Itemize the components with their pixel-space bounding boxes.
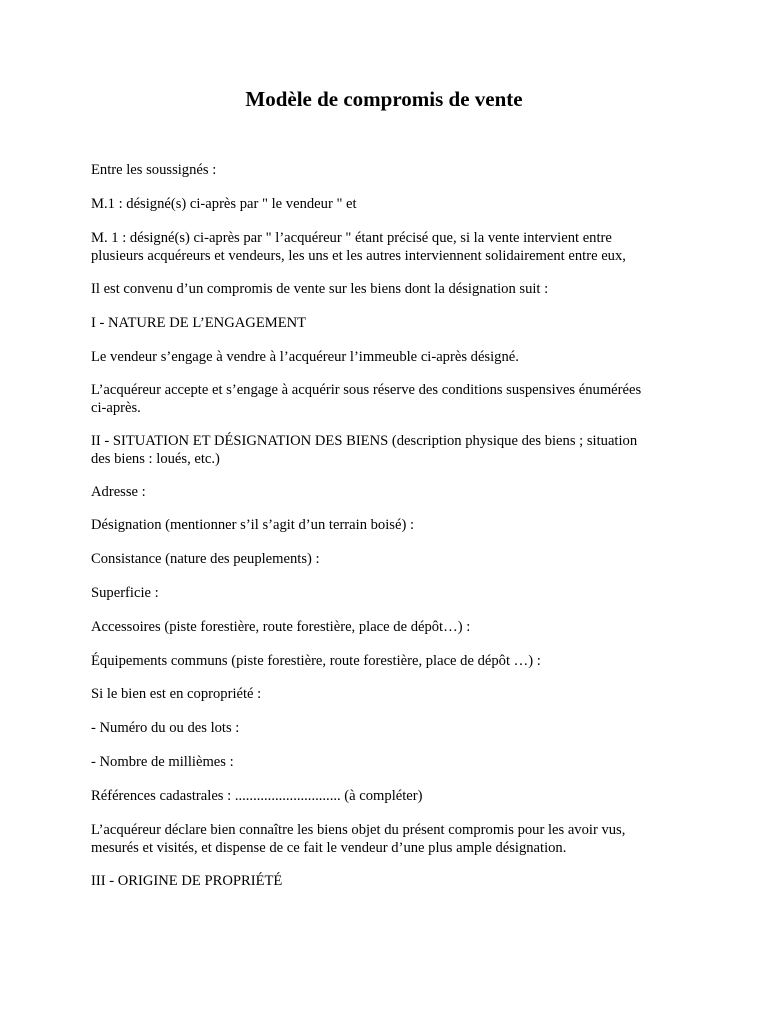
paragraph-agreement xyxy=(91,281,691,299)
field-consistency xyxy=(91,551,691,569)
text-line: L’acquéreur accepte et s’engage à acquérir sous réserve des conditions suspensives énumérées xyxy=(91,382,642,398)
paragraph-parties-intro xyxy=(91,162,691,180)
field-surface xyxy=(91,585,691,603)
text-line: Références cadastrales : ............................. (à compléter) xyxy=(91,788,423,804)
text-line: Désignation (mentionner s’il s’agit d’un terrain boisé) : xyxy=(91,517,415,533)
text-line: plusieurs acquéreurs et vendeurs, les uns et les autres interviennent solidairement entre eux, xyxy=(91,247,626,264)
text-line: Si le bien est en copropriété : xyxy=(91,686,262,702)
text-line: Le vendeur s’engage à vendre à l’acquéreur l’immeuble ci-après désigné. xyxy=(91,349,519,365)
field-accessories xyxy=(91,619,691,637)
text-line: L’acquéreur déclare bien connaître les biens objet du présent compromis pour les avoir vus, xyxy=(91,822,626,838)
paragraph-seller-commitment xyxy=(91,349,691,367)
text-line: - Numéro du ou des lots : xyxy=(91,720,240,736)
section-heading-situation xyxy=(91,433,691,468)
text-line: Adresse : xyxy=(91,484,146,500)
paragraph-buyer xyxy=(91,230,691,265)
field-thousandths xyxy=(91,754,691,772)
text-line: I - NATURE DE L’ENGAGEMENT xyxy=(91,315,307,331)
text-line: Consistance (nature des peuplements) : xyxy=(91,551,320,567)
paragraph-buyer-commitment xyxy=(91,382,691,417)
paragraph-seller xyxy=(91,196,691,214)
text-line: Il est convenu d’un compromis de vente sur les biens dont la désignation suit : xyxy=(91,281,549,297)
field-common-equipment xyxy=(91,653,691,671)
text-line: Équipements communs (piste forestière, route forestière, place de dépôt …) : xyxy=(91,653,541,669)
paragraph-buyer-declaration xyxy=(91,822,691,857)
field-co-ownership xyxy=(91,686,691,704)
text-line: Superficie : xyxy=(91,585,159,601)
document-title: Modèle de compromis de vente xyxy=(245,87,523,111)
text-line: M.1 : désigné(s) ci-après par " le vendeur " et xyxy=(91,196,357,212)
text-line: II - SITUATION ET DÉSIGNATION DES BIENS (description physique des biens ; situation xyxy=(91,433,638,449)
text-line: mesurés et visités, et dispense de ce fait le vendeur d’une plus ample désignation. xyxy=(91,839,567,856)
field-address xyxy=(91,484,691,502)
text-line: III - ORIGINE DE PROPRIÉTÉ xyxy=(91,873,283,889)
field-designation xyxy=(91,517,691,535)
text-line: Entre les soussignés : xyxy=(91,162,217,178)
text-line: des biens : loués, etc.) xyxy=(91,450,220,467)
section-heading-origin xyxy=(91,873,691,891)
section-heading-nature xyxy=(91,315,691,333)
text-line: - Nombre de millièmes : xyxy=(91,754,234,770)
field-lot-numbers xyxy=(91,720,691,738)
text-line: Accessoires (piste forestière, route forestière, place de dépôt…) : xyxy=(91,619,471,635)
text-line: M. 1 : désigné(s) ci-après par " l’acquéreur " étant précisé que, si la vente intervient entre xyxy=(91,230,612,246)
field-cadastral-references xyxy=(91,788,691,806)
text-line: ci-après. xyxy=(91,399,141,416)
